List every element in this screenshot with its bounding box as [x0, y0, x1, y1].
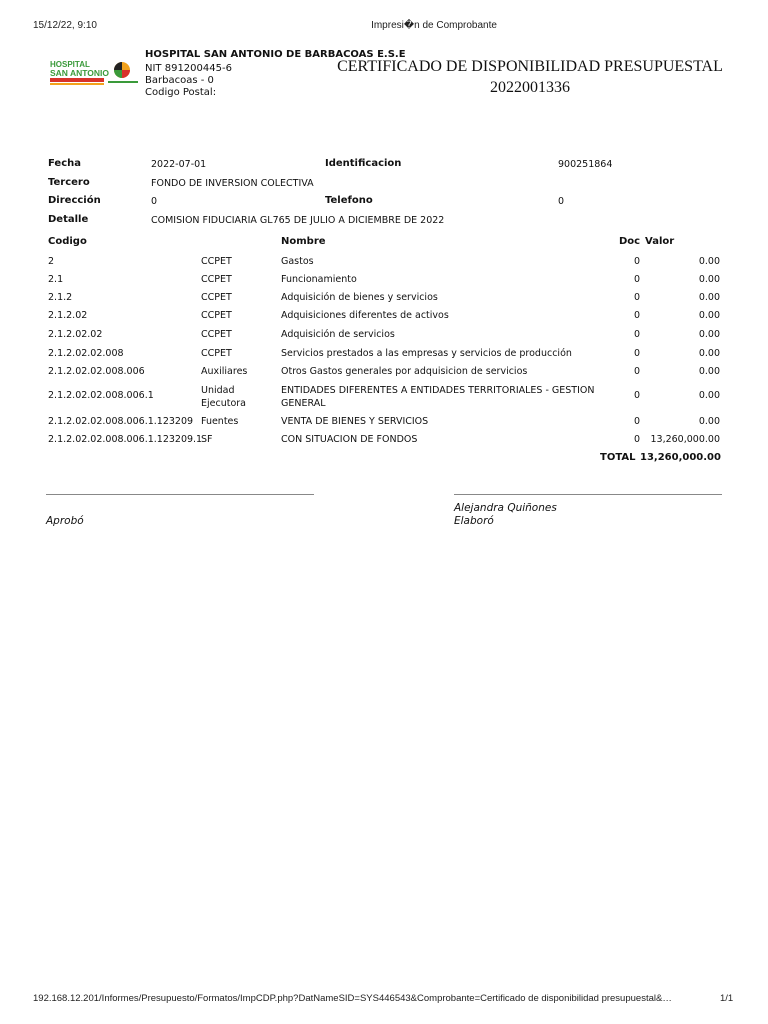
direccion-label: Dirección [48, 195, 101, 206]
identificacion-value: 900251864 [558, 159, 613, 170]
row-valor: 0.00 [698, 310, 720, 321]
row-nombre: Gastos [281, 256, 314, 267]
table-header-doc: Doc [619, 236, 641, 247]
organization-nit: NIT 891200445-6 [145, 63, 232, 74]
organization-name: HOSPITAL SAN ANTONIO DE BARBACOAS E.S.E [145, 49, 406, 60]
row-nombre: Adquisición de servicios [281, 329, 395, 340]
row-tipo: CCPET [201, 329, 232, 340]
row-nombre: CON SITUACION DE FONDOS [281, 434, 418, 445]
print-datetime: 15/12/22, 9:10 [33, 20, 97, 31]
row-valor: 0.00 [698, 329, 720, 340]
row-nombre: Otros Gastos generales por adquisicion de servicios [281, 366, 528, 377]
organization-city: Barbacoas - 0 [145, 75, 214, 86]
row-codigo: 2 [48, 256, 55, 267]
row-tipo: CCPET [201, 256, 232, 267]
row-nombre: Adquisición de bienes y servicios [281, 292, 438, 303]
row-nombre: ENTIDADES DIFERENTES A ENTIDADES TERRITORIALES - GESTION GENERAL [281, 385, 595, 409]
svg-text:SAN ANTONIO: SAN ANTONIO [50, 68, 110, 78]
row-valor: 0.00 [698, 366, 720, 377]
row-nombre: VENTA DE BIENES Y SERVICIOS [281, 416, 429, 427]
row-valor: 13,260,000.00 [650, 434, 720, 445]
row-valor: 0.00 [698, 256, 720, 267]
row-tipo: Auxiliares [201, 366, 248, 377]
row-doc: 0 [633, 366, 640, 377]
row-valor: 0.00 [698, 348, 720, 359]
footer-page: 1/1 [720, 993, 734, 1004]
total-label: TOTAL [600, 452, 636, 463]
detalle-value: COMISION FIDUCIARIA GL765 DE JULIO A DICIEMBRE DE 2022 [151, 215, 445, 226]
row-valor: 0.00 [698, 292, 720, 303]
certificate-number: 2022001336 [490, 79, 570, 96]
elaboro-name: Alejandra Quiñones [454, 502, 557, 514]
row-doc: 0 [633, 292, 640, 303]
row-doc: 0 [633, 256, 640, 267]
identificacion-label: Identificacion [325, 158, 402, 169]
tercero-label: Tercero [48, 177, 90, 188]
row-tipo: SF [201, 434, 213, 445]
aprobo-label: Aprobó [46, 515, 84, 527]
row-nombre: Adquisiciones diferentes de activos [281, 310, 449, 321]
row-tipo: CCPET [201, 348, 232, 359]
row-codigo: 2.1 [48, 274, 64, 285]
telefono-label: Telefono [325, 195, 373, 206]
svg-text:HOSPITAL: HOSPITAL [50, 60, 90, 69]
row-tipo: CCPET [201, 292, 232, 303]
elaboro-label: Elaboró [454, 515, 494, 527]
direccion-value: 0 [151, 196, 158, 207]
row-codigo: 2.1.2.02.02 [48, 329, 103, 340]
table-header-codigo: Codigo [48, 236, 87, 247]
row-doc: 0 [633, 416, 640, 427]
tercero-value: FONDO DE INVERSION COLECTIVA [151, 178, 314, 189]
footer-url: 192.168.12.201/Informes/Presupuesto/Formatos/ImpCDP.php?DatNameSID=SYS446543&Comprobante=Certificado de disponibilidad presupuestal&… [33, 993, 672, 1004]
row-codigo: 2.1.2.02.02.008.006.1.123209.1 [48, 434, 203, 445]
table-header-valor: Valor [645, 236, 675, 247]
row-tipo: CCPET [201, 310, 232, 321]
row-doc: 0 [633, 348, 640, 359]
fecha-label: Fecha [48, 158, 82, 169]
row-codigo: 2.1.2.02 [48, 310, 88, 321]
total-value: 13,260,000.00 [640, 452, 721, 463]
hospital-logo [48, 58, 140, 90]
row-nombre: Servicios prestados a las empresas y servicios de producción [281, 348, 572, 359]
row-tipo: Fuentes [201, 416, 239, 427]
row-tipo: CCPET [201, 274, 232, 285]
organization-postal: Codigo Postal: [145, 87, 217, 98]
row-codigo: 2.1.2.02.02.008 [48, 348, 124, 359]
fecha-value: 2022-07-01 [151, 159, 207, 170]
certificate-title: CERTIFICADO DE DISPONIBILIDAD PRESUPUESTAL [337, 58, 723, 75]
print-title: Impresi�n de Comprobante [371, 20, 497, 31]
row-doc: 0 [633, 329, 640, 340]
detalle-label: Detalle [48, 214, 89, 225]
row-codigo: 2.1.2.02.02.008.006.1.123209 [48, 416, 194, 427]
elaboro-signature-line [454, 494, 722, 495]
row-tipo: Unidad Ejecutora [201, 385, 246, 409]
aprobo-signature-line [46, 494, 314, 495]
row-doc: 0 [633, 310, 640, 321]
row-doc: 0 [633, 390, 640, 401]
table-header-nombre: Nombre [281, 236, 326, 247]
row-nombre: Funcionamiento [281, 274, 357, 285]
row-codigo: 2.1.2.02.02.008.006 [48, 366, 145, 377]
row-valor: 0.00 [698, 416, 720, 427]
row-codigo: 2.1.2 [48, 292, 73, 303]
row-valor: 0.00 [698, 274, 720, 285]
row-valor: 0.00 [698, 390, 720, 401]
row-doc: 0 [633, 434, 640, 445]
row-codigo: 2.1.2.02.02.008.006.1 [48, 390, 154, 401]
telefono-value: 0 [558, 196, 565, 207]
row-doc: 0 [633, 274, 640, 285]
